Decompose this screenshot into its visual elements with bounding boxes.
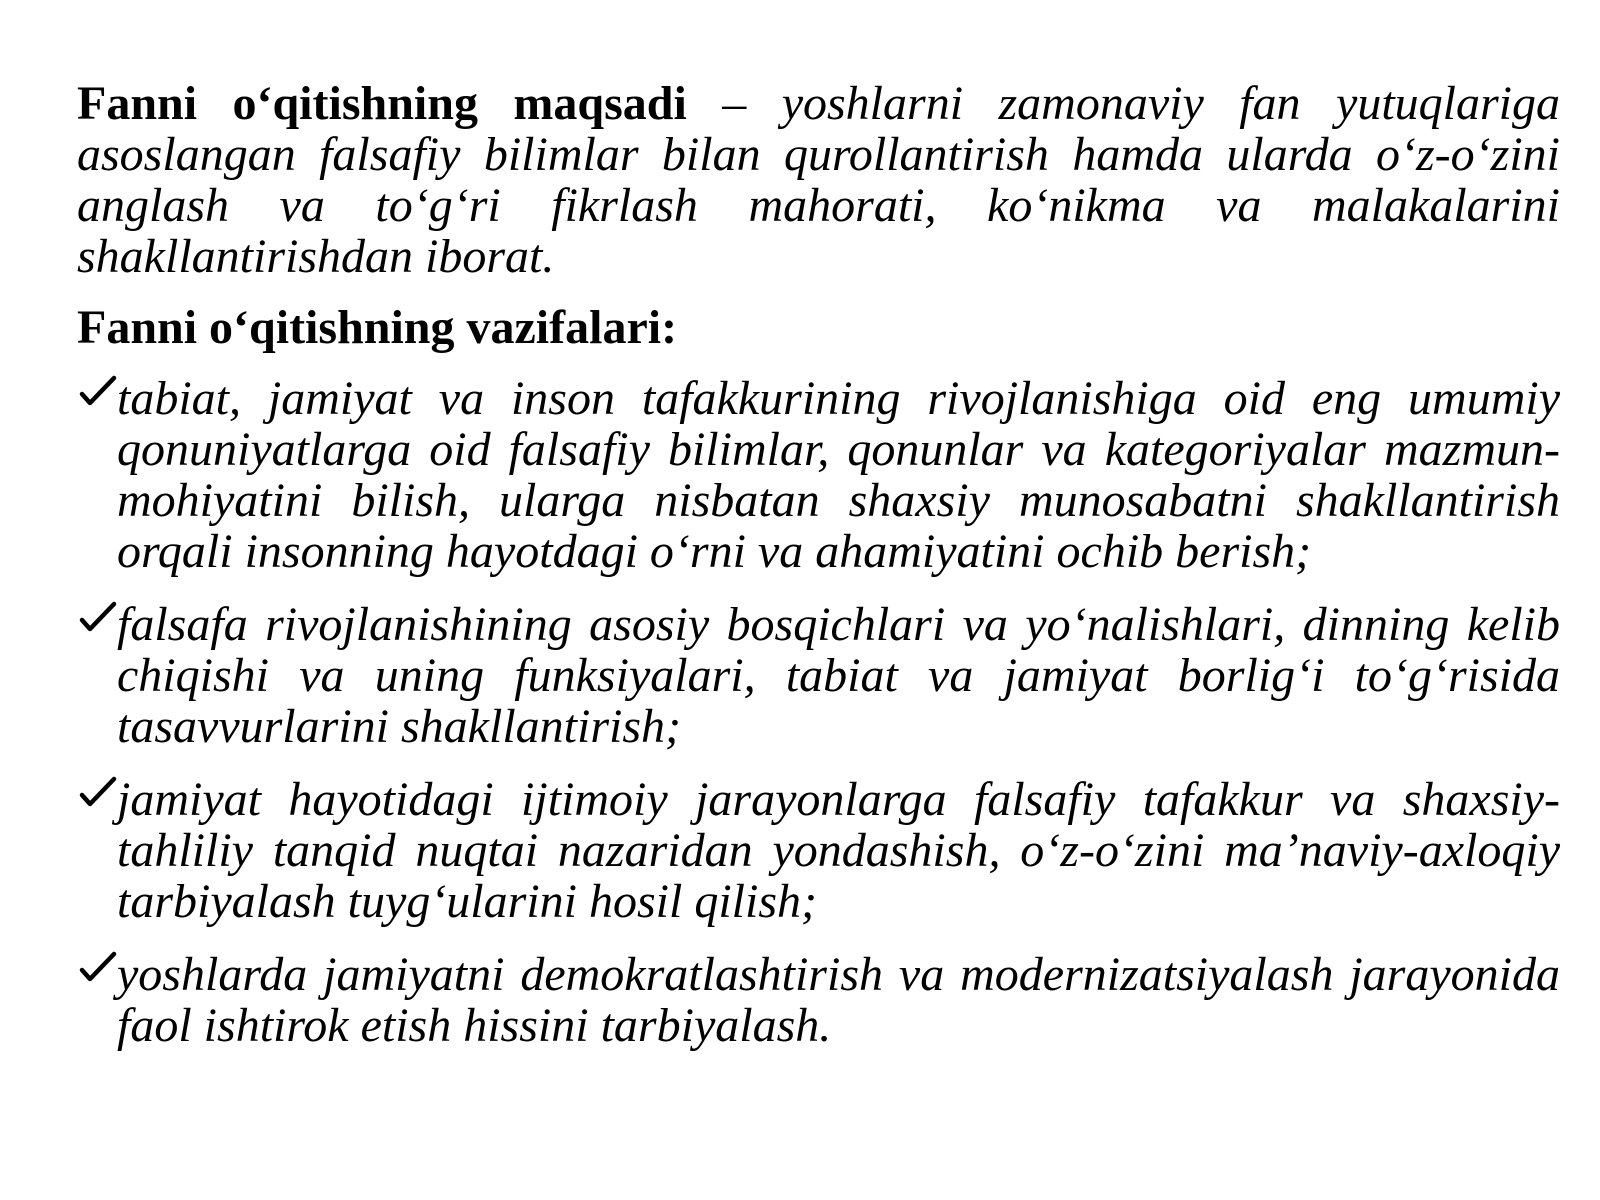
check-icon — [79, 601, 117, 637]
task-item — [77, 373, 1560, 577]
goal-label: Fanni o‘qitishning maqsadi — [77, 77, 687, 130]
task-item — [77, 949, 1560, 1051]
goal-dash: – — [686, 77, 782, 130]
tasks-list — [77, 373, 1560, 1051]
task-text: yoshlarda jamiyatni demokratlashtirish va modernizatsiyalash jarayonida faol ishtirok etish hissini tarbiyalash. — [117, 948, 1560, 1052]
tasks-heading: Fanni o‘qitishning vazifalari: — [77, 301, 678, 354]
goal-text: yoshlarni zamonaviy fan yutuqlariga asoslangan falsafiy bilimlar bilan qurollantirish hamda ularda o‘z-o‘zini anglash va to‘g‘ri fikrlash mahorati, ko‘nikma va malakalarini shakllantirishdan iborat. — [77, 77, 1560, 283]
task-text: falsafa rivojlanishining asosiy bosqichlari va yo‘nalishlari, dinning kelib chiqishi va uning funksiyalari, tabiat va jamiyat borlig‘i to‘g‘risida tasavvurlarini shakllantirish; — [117, 598, 1560, 753]
task-text: jamiyat hayotidagi ijtimoiy jarayonlarga falsafiy tafakkur va shaxsiy-tahliliy tanqid nuqtai nazaridan yondashish, o‘z-o‘zini ma’naviy-axloqiy tarbiyalash tuyg‘ularini hosil qilish; — [117, 773, 1560, 928]
slide-content — [77, 78, 1560, 1073]
check-icon — [79, 776, 117, 812]
check-icon — [79, 375, 117, 411]
goal-paragraph — [77, 78, 1560, 282]
task-item — [77, 774, 1560, 927]
task-text: tabiat, jamiyat va inson tafakkurining rivojlanishiga oid eng umumiy qonuniyatlarga oid falsafiy bilimlar, qonunlar va kategoriyalar mazmun-mohiyatini bilish, ularga nisbatan shaxsiy munosabatni shakllantirish orqali insonning hayotdagi o‘rni va ahamiyatini ochib berish; — [117, 372, 1560, 578]
check-icon — [79, 951, 117, 987]
task-item — [77, 599, 1560, 752]
